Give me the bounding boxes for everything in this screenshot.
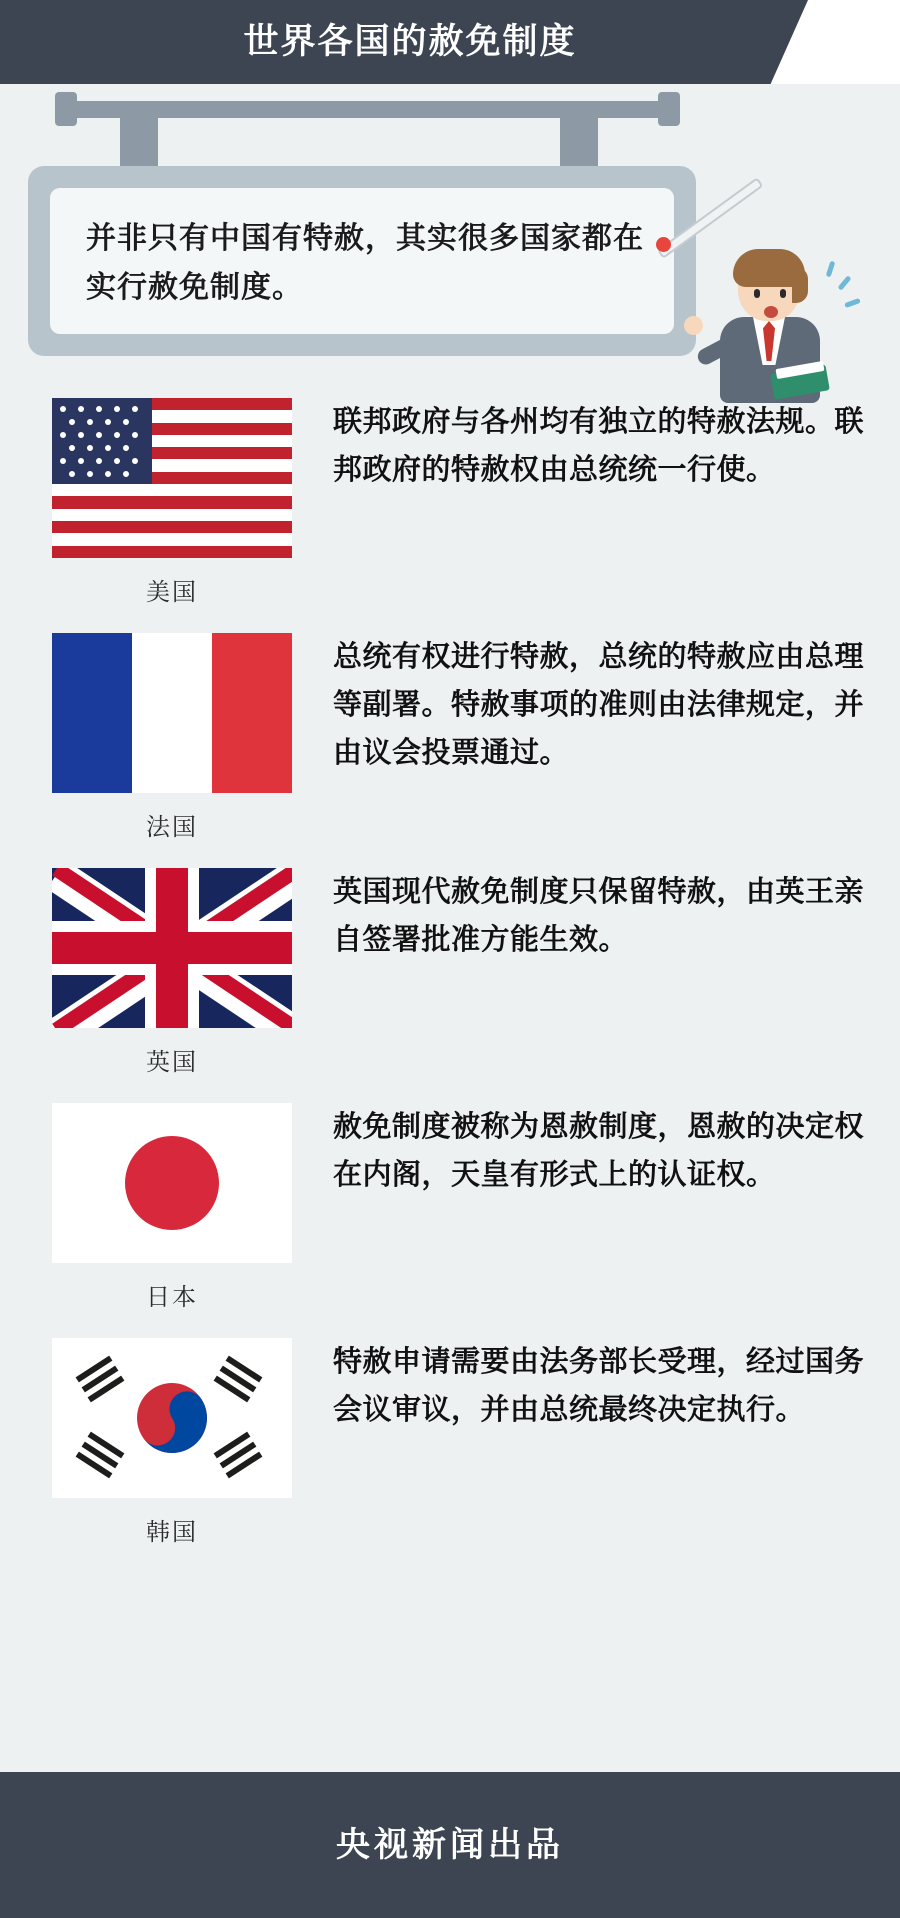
spark-icon [844, 298, 861, 308]
us-flag-icon [52, 398, 292, 558]
japan-flag-icon [52, 1103, 292, 1263]
list-item [0, 398, 900, 607]
list-item [0, 868, 900, 1077]
country-description: 英国现代赦免制度只保留特赦，由英王亲自签署批准方能生效。 [333, 876, 865, 956]
hanging-bar-cap-left [55, 92, 77, 126]
flag-column [52, 1338, 297, 1547]
country-description: 总统有权进行特赦，总统的特赦应由总理等副署。特赦事项的准则由法律规定，并由议会投票通过。 [333, 641, 865, 769]
page-title: 世界各国的赦免制度 [243, 22, 577, 61]
hanging-bar-cap-right [658, 92, 680, 126]
country-name: 日本 [146, 1284, 198, 1311]
teacher-eye-left [754, 289, 760, 298]
intro-text: 并非只有中国有特赦，其实很多国家都在实行赦免制度。 [86, 222, 644, 304]
footer-attribution: 央视新闻出品 [336, 1826, 564, 1864]
teacher-eye-right [780, 289, 786, 298]
page-footer [0, 1772, 900, 1918]
uk-flag-icon [52, 868, 292, 1028]
france-flag-icon [52, 633, 292, 793]
country-list [0, 398, 900, 1547]
flag-column [52, 633, 297, 842]
teacher-hair-side [792, 267, 808, 303]
page-header [0, 0, 900, 84]
country-name: 法国 [146, 814, 198, 841]
flag-column [52, 868, 297, 1077]
country-name: 韩国 [146, 1519, 198, 1546]
country-name: 美国 [146, 579, 198, 606]
list-item [0, 1338, 900, 1547]
korea-flag-icon [52, 1338, 292, 1498]
pointer-tip-icon [656, 237, 671, 252]
country-name: 英国 [146, 1049, 198, 1076]
footer-spacer [0, 1547, 900, 1587]
country-description: 赦免制度被称为恩赦制度，恩赦的决定权在内阁，天皇有形式上的认证权。 [333, 1111, 865, 1191]
spark-icon [826, 261, 836, 278]
list-item [0, 633, 900, 842]
country-description: 联邦政府与各州均有独立的特赦法规。联邦政府的特赦权由总统统一行使。 [333, 406, 865, 486]
spark-icon [837, 275, 851, 290]
flag-column [52, 1103, 297, 1312]
hanging-rope-right [560, 114, 598, 174]
country-description: 特赦申请需要由法务部长受理，经过国务会议审议，并由总统最终决定执行。 [333, 1346, 865, 1426]
teacher-hand [684, 316, 703, 335]
teacher-mouth [764, 306, 778, 318]
flag-column [52, 398, 297, 607]
hanging-rope-left [120, 114, 158, 174]
intro-section [0, 84, 900, 384]
list-item [0, 1103, 900, 1312]
